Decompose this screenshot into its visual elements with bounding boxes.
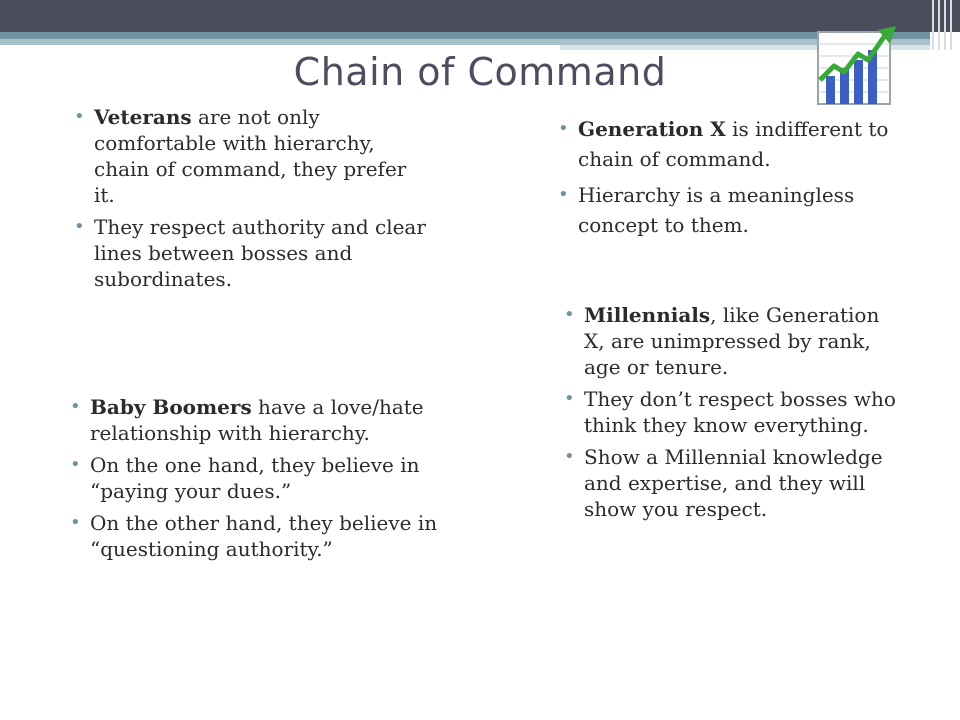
- list-item: [562, 302, 902, 380]
- term: Veterans: [94, 105, 192, 129]
- list-item: [562, 444, 902, 522]
- generation-x-block: [556, 114, 916, 246]
- list-item: [556, 114, 916, 174]
- item-text: Show a Millennial knowledge and expertise, and they will show you respect.: [584, 445, 883, 521]
- baby-boomers-block: [68, 394, 448, 568]
- item-text: Hierarchy is a meaningless concept to them.: [578, 183, 855, 237]
- millennials-block: [562, 302, 902, 528]
- item-text: are not only comfortable with hierarchy, chain of command, they prefer it.: [94, 105, 407, 207]
- item-text: have a love/hate relationship with hierarchy.: [90, 395, 424, 445]
- list-item: [562, 386, 902, 438]
- list-item: [68, 394, 448, 446]
- term: Generation X: [578, 117, 726, 141]
- item-text: On the other hand, they believe in “questioning authority.”: [90, 511, 438, 561]
- chart-growth-icon: [812, 18, 902, 108]
- item-text: They respect authority and clear lines between bosses and subordinates.: [94, 215, 426, 291]
- item-text: , like Generation X, are unimpressed by rank, age or tenure.: [584, 303, 880, 379]
- item-text: is indifferent to chain of command.: [578, 117, 889, 171]
- veterans-block: [72, 104, 432, 298]
- edge-decoration: [928, 0, 960, 50]
- header-stripe: [0, 32, 930, 39]
- list-item: [556, 180, 916, 240]
- list-item: [72, 104, 432, 208]
- item-text: They don’t respect bosses who think they know everything.: [584, 387, 896, 437]
- list-item: [72, 214, 432, 292]
- list-item: [68, 452, 448, 504]
- slide-title: Chain of Command: [293, 50, 667, 94]
- term: Millennials: [584, 303, 711, 327]
- item-text: On the one hand, they believe in “paying your dues.”: [90, 453, 420, 503]
- list-item: [68, 510, 448, 562]
- term: Baby Boomers: [90, 395, 252, 419]
